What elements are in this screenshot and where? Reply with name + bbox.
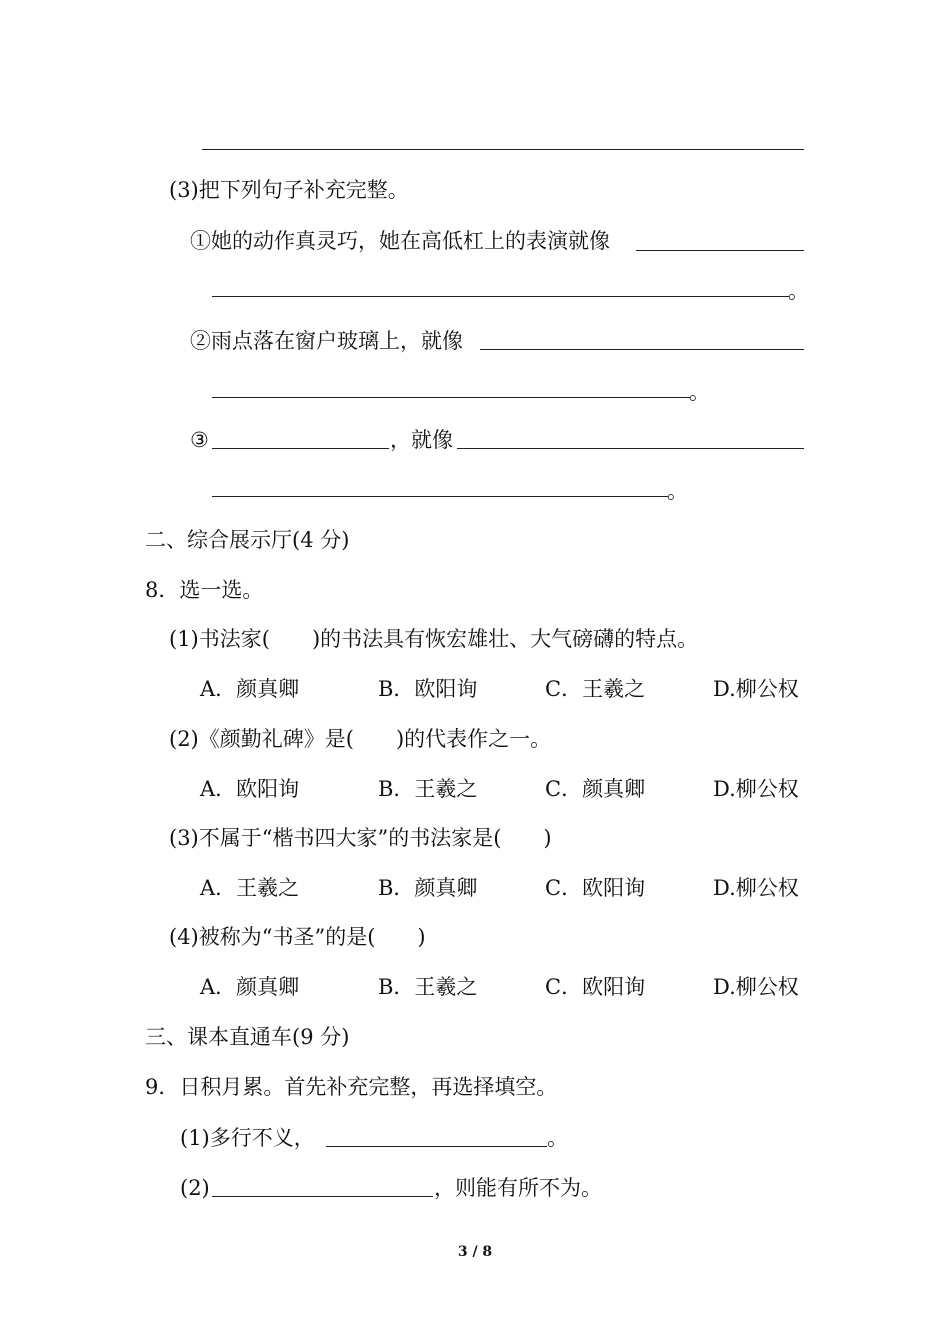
answer-line[interactable] [202, 149, 804, 150]
sentence-end-period: 。 [689, 380, 710, 404]
option-a[interactable]: A．颜真卿 [200, 677, 300, 701]
answer-line[interactable] [326, 1146, 547, 1147]
question-7-3-title: (3)把下列句子补充完整。 [169, 178, 409, 202]
option-d[interactable]: D.柳公权 [713, 777, 799, 801]
question-8-2-stem: (2)《颜勤礼碑》是( )的代表作之一。 [169, 727, 552, 751]
option-a[interactable]: A．颜真卿 [200, 975, 300, 999]
question-9-title: 9．日积月累。首先补充完整，再选择填空。 [145, 1075, 558, 1099]
option-b[interactable]: B．欧阳询 [378, 677, 478, 701]
answer-line[interactable] [212, 448, 389, 449]
answer-line[interactable] [212, 496, 668, 497]
question-8-title: 8．选一选。 [145, 578, 264, 602]
blank-1-prefix: (1)多行不义， [180, 1126, 315, 1150]
answer-line[interactable] [212, 296, 789, 297]
sentence-end-period: 。 [667, 479, 688, 503]
blank-1-suffix: 。 [547, 1126, 568, 1150]
sentence-3-mid: ，就像 [390, 428, 453, 452]
sentence-3-prefix: ③ [190, 428, 209, 452]
sentence-end-period: 。 [788, 279, 809, 303]
blank-2-prefix: (2) [180, 1176, 210, 1200]
option-b[interactable]: B．王羲之 [378, 777, 478, 801]
sentence-1-text: ①她的动作真灵巧，她在高低杠上的表演就像 [190, 229, 610, 253]
option-a[interactable]: A．欧阳询 [200, 777, 300, 801]
sentence-2-text: ②雨点落在窗户玻璃上，就像 [190, 329, 463, 353]
option-c[interactable]: C．王羲之 [545, 677, 646, 701]
option-d[interactable]: D.柳公权 [713, 677, 799, 701]
section-2-title: 二、综合展示厅(4 分) [145, 528, 350, 552]
option-c[interactable]: C．颜真卿 [545, 777, 646, 801]
option-d[interactable]: D.柳公权 [713, 975, 799, 999]
question-8-3-stem: (3)不属于“楷书四大家”的书法家是( ) [169, 826, 552, 850]
answer-line[interactable] [636, 250, 804, 251]
option-d[interactable]: D.柳公权 [713, 876, 799, 900]
answer-line[interactable] [457, 448, 804, 449]
answer-line[interactable] [480, 349, 804, 350]
question-8-4-stem: (4)被称为“书圣”的是( ) [169, 925, 426, 949]
option-a[interactable]: A．王羲之 [200, 876, 300, 900]
option-c[interactable]: C．欧阳询 [545, 876, 646, 900]
question-8-1-stem: (1)书法家( )的书法具有恢宏雄壮、大气磅礴的特点。 [169, 627, 699, 651]
section-3-title: 三、课本直通车(9 分) [145, 1025, 350, 1049]
option-b[interactable]: B．颜真卿 [378, 876, 478, 900]
answer-line[interactable] [212, 1196, 433, 1197]
blank-2-suffix: ，则能有所不为。 [434, 1176, 602, 1200]
answer-line[interactable] [212, 397, 690, 398]
option-b[interactable]: B．王羲之 [378, 975, 478, 999]
option-c[interactable]: C．欧阳询 [545, 975, 646, 999]
page-number: 3 / 8 [457, 1244, 493, 1260]
